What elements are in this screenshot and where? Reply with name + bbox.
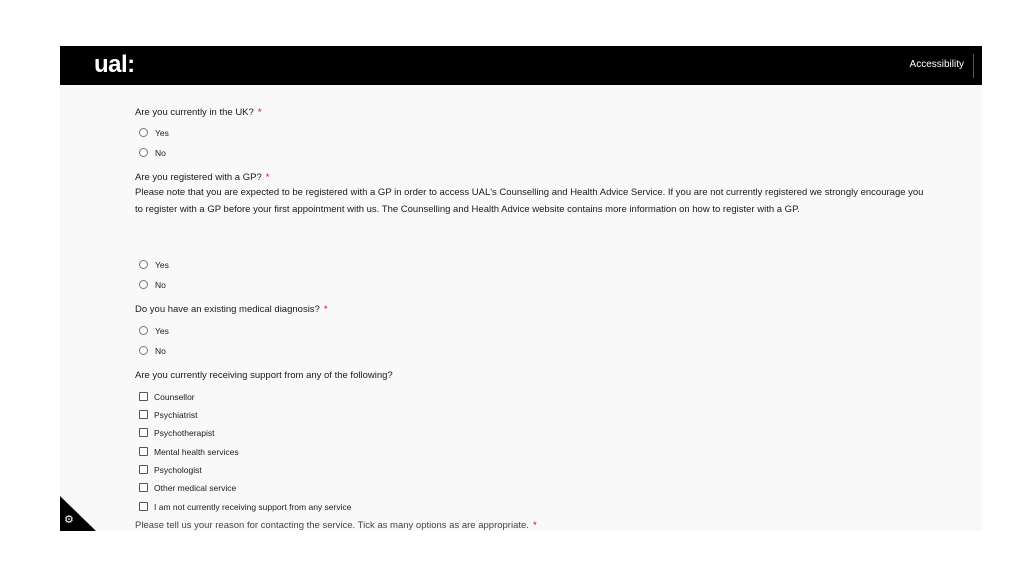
radio-circle[interactable] bbox=[139, 128, 148, 137]
option-label: Yes bbox=[155, 326, 169, 336]
radio-circle[interactable] bbox=[139, 326, 148, 335]
question-gp bbox=[135, 172, 269, 184]
option-label: Counsellor bbox=[154, 392, 195, 402]
option-label: No bbox=[155, 346, 166, 356]
option-label: Psychiatrist bbox=[154, 410, 198, 420]
top-navigation-bar bbox=[60, 46, 982, 85]
radio-gp-no[interactable] bbox=[139, 279, 166, 291]
option-label: Yes bbox=[155, 260, 169, 270]
checkbox-square[interactable] bbox=[139, 447, 148, 456]
checkbox-square[interactable] bbox=[139, 428, 148, 437]
accessibility-link[interactable]: Accessibility bbox=[909, 59, 964, 70]
required-asterisk: * bbox=[323, 304, 328, 315]
required-asterisk: * bbox=[257, 107, 262, 118]
option-label: I am not currently receiving support from any service bbox=[154, 502, 352, 512]
checkbox-psychologist[interactable] bbox=[139, 464, 202, 476]
radio-uk-yes[interactable] bbox=[139, 127, 169, 139]
question-reason bbox=[135, 520, 735, 531]
checkbox-square[interactable] bbox=[139, 410, 148, 419]
required-asterisk: * bbox=[265, 172, 270, 183]
option-label: No bbox=[155, 280, 166, 290]
radio-circle[interactable] bbox=[139, 148, 148, 157]
question-label: Are you currently in the UK? bbox=[135, 107, 254, 118]
required-asterisk: * bbox=[532, 520, 537, 531]
radio-gp-yes[interactable] bbox=[139, 259, 169, 271]
checkbox-square[interactable] bbox=[139, 465, 148, 474]
option-label: No bbox=[155, 148, 166, 158]
ual-logo[interactable]: ual: bbox=[94, 51, 135, 78]
gear-icon[interactable]: ⚙ bbox=[64, 514, 74, 526]
option-label: Other medical service bbox=[154, 483, 237, 493]
question-uk bbox=[135, 107, 262, 119]
question-diagnosis bbox=[135, 304, 328, 316]
checkbox-square[interactable] bbox=[139, 502, 148, 511]
radio-circle[interactable] bbox=[139, 280, 148, 289]
question-label: Are you currently receiving support from any of the following? bbox=[135, 370, 393, 381]
radio-diagnosis-no[interactable] bbox=[139, 345, 166, 357]
checkbox-psychotherapist[interactable] bbox=[139, 427, 214, 439]
option-label: Psychotherapist bbox=[154, 428, 215, 438]
checkbox-psychiatrist[interactable] bbox=[139, 409, 197, 421]
checkbox-no-support[interactable] bbox=[139, 501, 351, 513]
question-support bbox=[135, 370, 393, 382]
checkbox-counsellor[interactable] bbox=[139, 391, 195, 403]
radio-circle[interactable] bbox=[139, 260, 148, 269]
checkbox-mental-health-services[interactable] bbox=[139, 446, 239, 458]
question-label: Please tell us your reason for contacting the service. Tick as many options as are appropriate. bbox=[135, 520, 529, 531]
checkbox-other-medical-service[interactable] bbox=[139, 482, 236, 494]
divider bbox=[973, 54, 974, 78]
radio-circle[interactable] bbox=[139, 346, 148, 355]
option-label: Yes bbox=[155, 128, 169, 138]
option-label: Mental health services bbox=[154, 447, 239, 457]
question-label: Do you have an existing medical diagnosis? bbox=[135, 304, 320, 315]
checkbox-square[interactable] bbox=[139, 392, 148, 401]
option-label: Psychologist bbox=[154, 465, 202, 475]
gp-note: Please note that you are expected to be registered with a GP in order to access UAL's Counselling and Health Advice Service. If you are not currently registered we strongly encourage you to register with a GP before your first appointment with us. The Counselling and Health Advice website contains more information on how to register with a GP. bbox=[135, 187, 924, 215]
radio-diagnosis-yes[interactable] bbox=[139, 325, 169, 337]
question-label: Are you registered with a GP? bbox=[135, 172, 262, 183]
radio-uk-no[interactable] bbox=[139, 147, 166, 159]
checkbox-square[interactable] bbox=[139, 483, 148, 492]
